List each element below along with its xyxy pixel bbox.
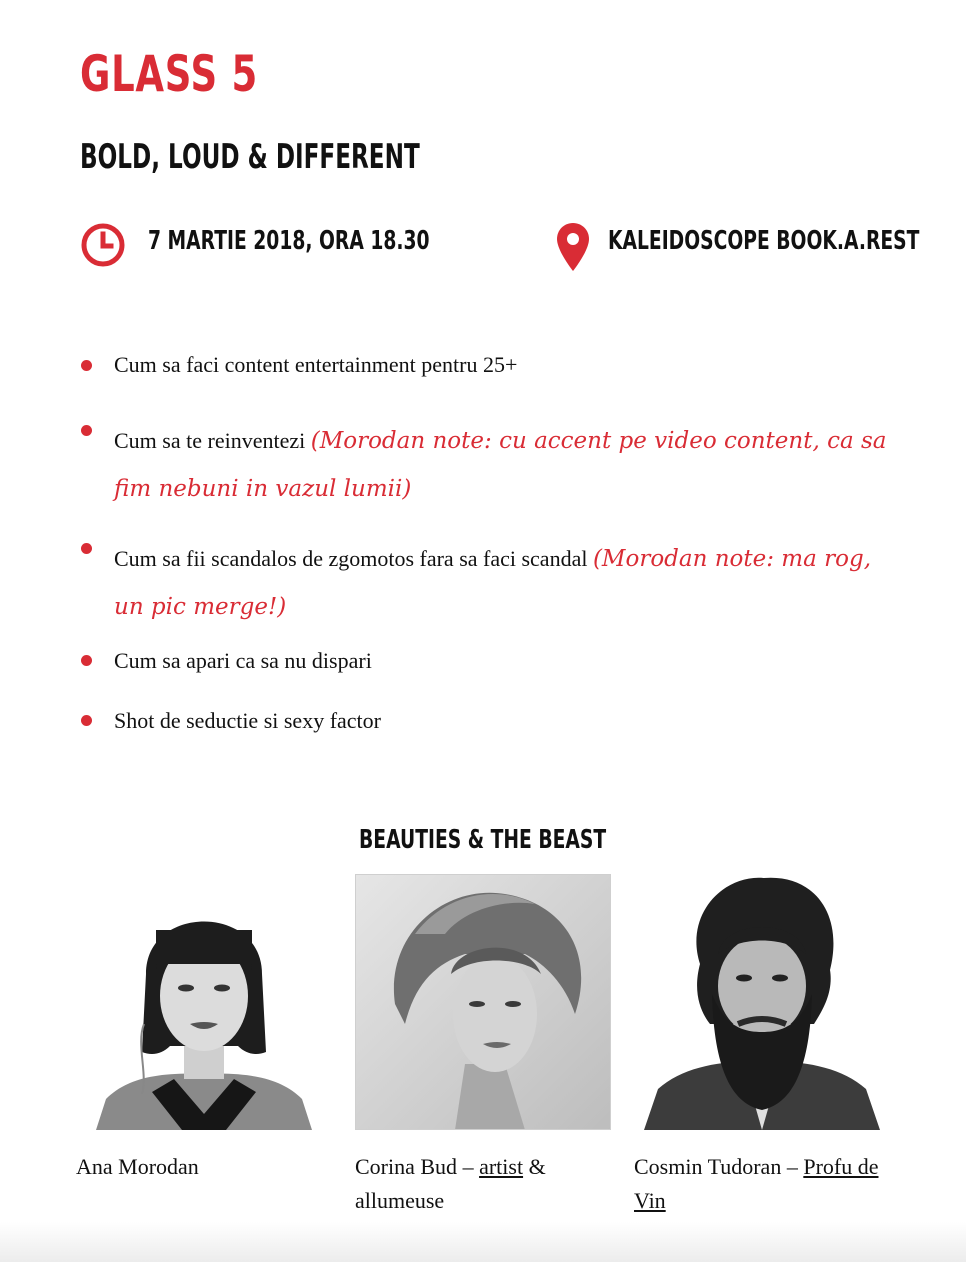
agenda-item-text: Cum sa apari ca sa nu dispari [114, 648, 372, 673]
list-item [80, 411, 900, 519]
speaker-photo [355, 874, 611, 1130]
bullet-dot [81, 360, 92, 371]
event-date-text: 7 MARTIE 2018, ORA 18.30 [148, 226, 430, 256]
speaker-card [76, 874, 332, 1184]
speaker-caption [355, 1150, 611, 1218]
speaker-card [634, 874, 890, 1218]
speaker-name: Ana Morodan [76, 1154, 199, 1179]
speakers-title [0, 820, 966, 860]
event-title: GLASS 5 [80, 45, 259, 103]
speaker-role-link[interactable]: Profu de Vin [634, 1154, 879, 1213]
caption-separator: – [781, 1154, 804, 1179]
agenda-item-text: Shot de seductie si sexy factor [114, 708, 381, 733]
agenda-item-note: (Morodan note: cu accent pe video content, ca sa fim nebuni in vazul lumii) [114, 428, 887, 502]
page-bottom-fade [0, 1222, 966, 1262]
speaker-name: Cosmin Tudoran [634, 1154, 782, 1179]
speakers-title-text: BEAUTIES & THE BEAST [359, 825, 607, 855]
agenda-item-text: Cum sa te reinventezi [114, 428, 311, 453]
event-location-text: KALEIDOSCOPE BOOK.A.REST [608, 226, 920, 256]
agenda-item-text: Cum sa fii scandalos de zgomotos fara sa faci scandal [114, 546, 593, 571]
list-item [80, 685, 900, 735]
event-subtitle: BOLD, LOUD & DIFFERENT [80, 137, 420, 177]
speaker-name: Corina Bud [355, 1154, 458, 1179]
map-pin-icon [556, 222, 590, 277]
bullet-dot [81, 543, 92, 554]
caption-separator: – [457, 1154, 480, 1179]
speaker-caption [76, 1150, 332, 1184]
bullet-dot [81, 655, 92, 666]
speaker-photo [76, 874, 332, 1130]
speaker-caption [634, 1150, 890, 1218]
agenda-item-text: Cum sa faci content entertainment pentru 25+ [114, 352, 518, 377]
event-info-row [0, 218, 966, 274]
speaker-photo [634, 874, 890, 1130]
list-item [80, 525, 900, 635]
bullet-dot [81, 715, 92, 726]
list-item [80, 340, 900, 405]
agenda-list [80, 340, 900, 735]
bullet-dot [81, 425, 92, 436]
speaker-role-rest: & allumeuse [355, 1154, 546, 1213]
speaker-card [355, 874, 611, 1218]
list-item [80, 635, 900, 685]
speaker-role-link[interactable]: artist [479, 1154, 524, 1179]
agenda-item-note: (Morodan note: ma rog, un pic merge!) [114, 546, 872, 620]
clock-icon [80, 222, 126, 273]
